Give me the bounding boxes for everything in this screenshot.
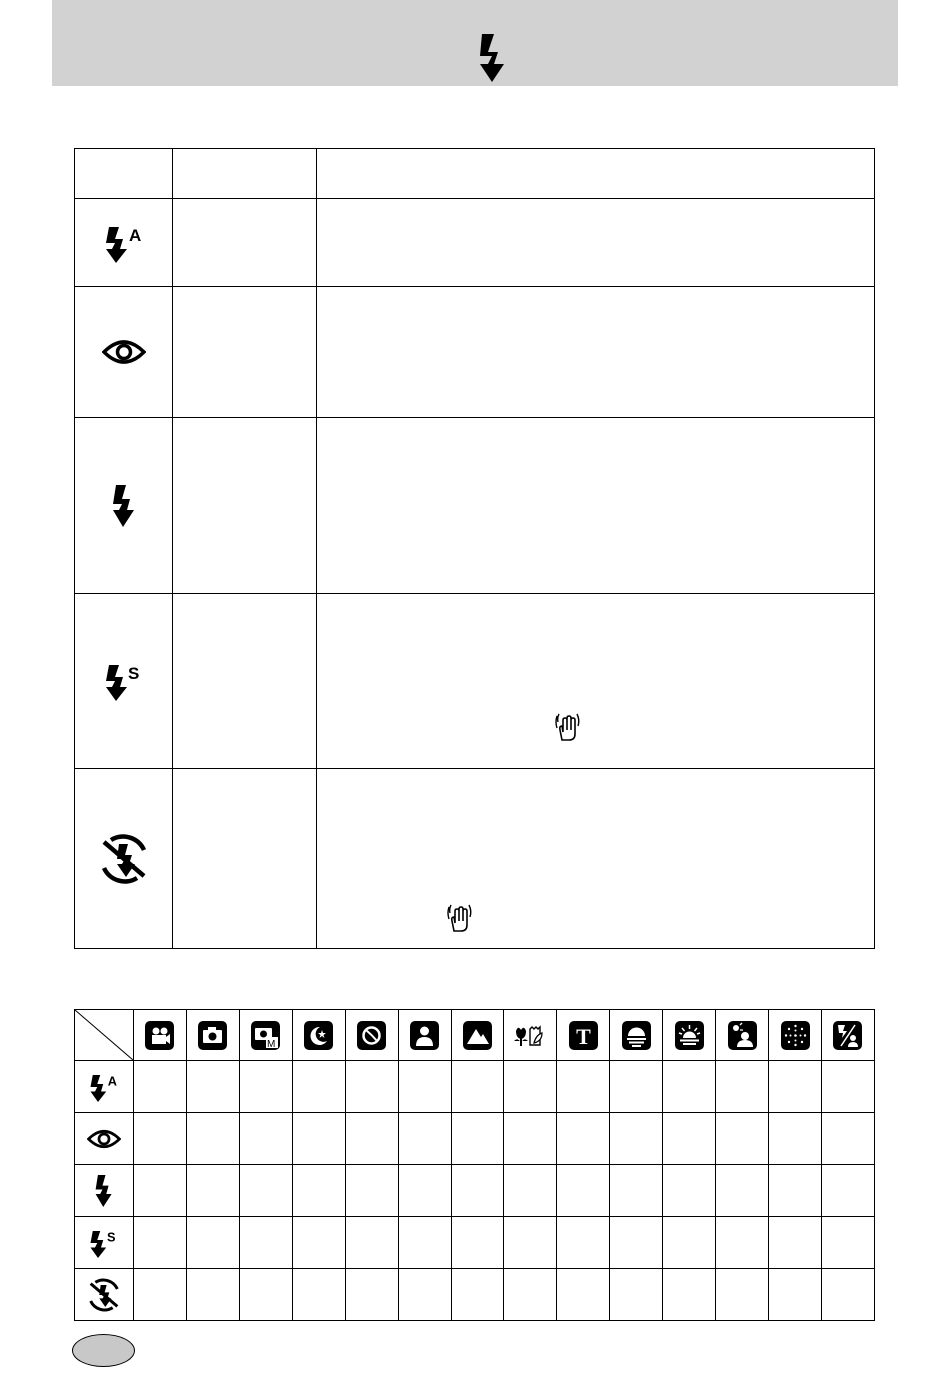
diagonal-divider — [75, 1010, 133, 1060]
page-number-marker — [72, 1334, 135, 1367]
svg-text:M: M — [267, 1038, 276, 1050]
table-row — [75, 1061, 875, 1113]
auto-flash-icon — [89, 1070, 119, 1104]
fireworks-icon — [781, 1021, 810, 1050]
slow-sync-icon — [104, 659, 144, 703]
svg-text:T: T — [575, 1023, 591, 1049]
portrait-icon — [410, 1021, 439, 1050]
mode-name — [173, 594, 317, 769]
corner-cell — [75, 1010, 134, 1061]
table-row — [75, 287, 875, 418]
mode-description — [317, 418, 875, 594]
slow-sync-icon — [89, 1226, 119, 1260]
flash-off-icon — [86, 1277, 122, 1313]
svg-text:S: S — [127, 664, 139, 683]
svg-text:S: S — [107, 1229, 116, 1244]
red-eye-icon — [102, 338, 146, 366]
header-cell-icon — [75, 149, 173, 199]
auto-camera-icon — [198, 1021, 227, 1050]
mode-name — [173, 199, 317, 287]
mode-description — [317, 199, 875, 287]
table-header-row — [75, 149, 875, 199]
mode-name — [173, 418, 317, 594]
night-icon — [304, 1021, 333, 1050]
landscape-icon — [463, 1021, 492, 1050]
header-cell-description — [317, 149, 875, 199]
flash-icon — [476, 34, 508, 82]
movie-icon — [145, 1021, 174, 1050]
table-row — [75, 199, 875, 287]
header-cell-mode — [173, 149, 317, 199]
table-row — [75, 418, 875, 594]
flash-mode-table — [74, 148, 875, 949]
manual-camera-icon — [251, 1021, 280, 1050]
mode-description — [317, 287, 875, 418]
sunset-icon — [622, 1021, 651, 1050]
close-up-icon — [512, 1021, 548, 1050]
svg-text:A: A — [128, 225, 141, 245]
mode-description — [317, 769, 875, 949]
table-row — [75, 1113, 875, 1165]
backlight-icon — [728, 1021, 757, 1050]
fill-flash-icon — [111, 485, 137, 527]
flash-off-icon — [97, 832, 151, 886]
red-eye-icon — [87, 1128, 121, 1150]
table-row — [75, 769, 875, 949]
table-row — [75, 1269, 875, 1321]
sport-icon — [357, 1021, 386, 1050]
scene-header-row — [75, 1010, 875, 1061]
text-icon — [569, 1021, 598, 1050]
camera-shake-warning-icon — [553, 712, 581, 742]
beach-snow-icon — [833, 1021, 862, 1050]
table-row — [75, 1217, 875, 1269]
mode-name — [173, 769, 317, 949]
dawn-icon — [675, 1021, 704, 1050]
header-band — [52, 0, 898, 86]
availability-table — [74, 1009, 875, 1321]
mode-name — [173, 287, 317, 418]
svg-text:A: A — [107, 1073, 117, 1088]
auto-flash-icon — [104, 221, 144, 265]
mode-description — [317, 594, 875, 769]
camera-shake-warning-icon — [445, 903, 473, 933]
fill-flash-icon — [94, 1175, 114, 1207]
table-row — [75, 1165, 875, 1217]
table-row — [75, 594, 875, 769]
